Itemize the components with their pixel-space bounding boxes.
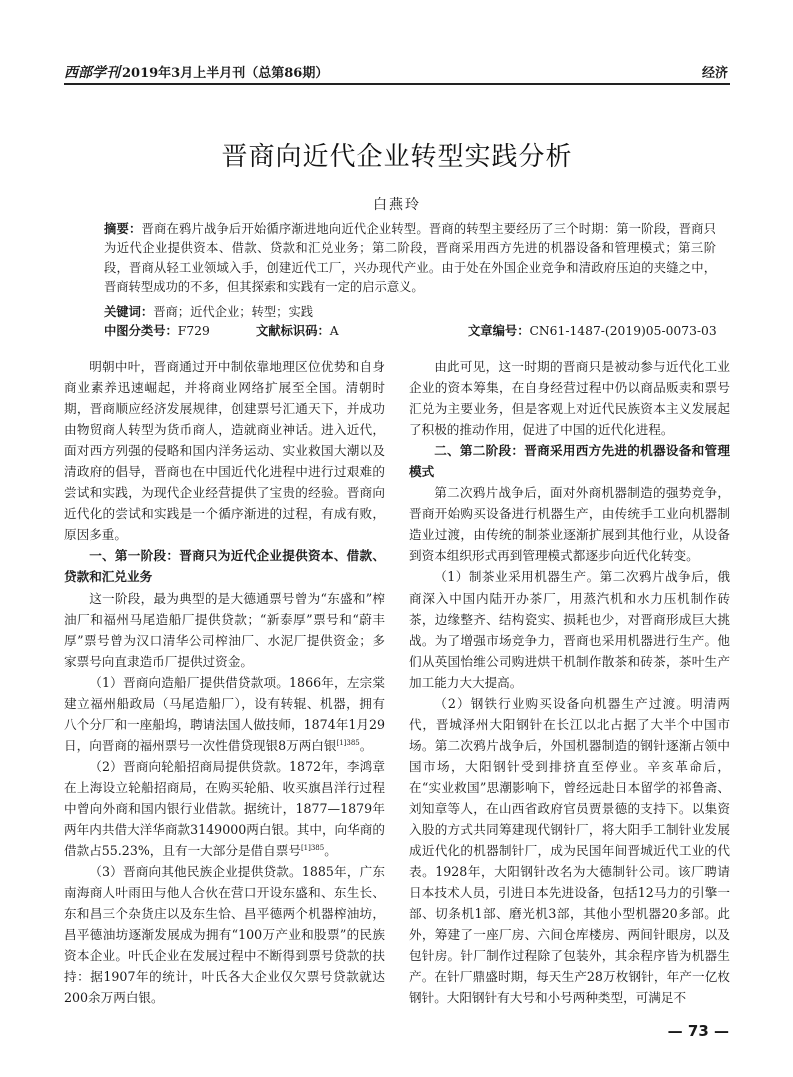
article-no-label: 文章编号：	[468, 324, 530, 338]
paragraph: （3）晋商向其他民族企业提供贷款。1885年，广东南海商人叶雨田与他人合伙在营口开设东盛和、东生长、东和昌三个杂货庄以及东生恰、昌平德两个机器榨油坊，昌平德油坊逐渐发展成为拥有“100万产业和股票”的民族资本企业。叶氏企业在发展过程中不断得到票号贷款的扶持：据1907年的统计，叶氏各大企业仅欠票号贷款就达200余万两白银。	[64, 864, 385, 1006]
right-column	[409, 356, 730, 1008]
keywords	[104, 303, 716, 322]
article-author: 白燕玲	[373, 197, 421, 213]
doc-label: 文献标识码：	[256, 324, 330, 338]
section-label: 经济	[701, 66, 728, 81]
journal-name: 西部学刊	[64, 65, 120, 81]
paragraph: （1）制茶业采用机器生产。第二次鸦片战争后，俄商深入中国内陆开办茶厂，用蒸汽机和水力压机制作砖茶，边缘整齐、结构瓷实、损耗也少，对晋商形成巨大挑战。为了增强市场竞争力，晋商也采用机器进行生产。他们从英国怡维公司购进烘干机制作散茶和砖茶，茶叶生产加工能力大大提高。	[409, 569, 730, 690]
section-heading-1: 一、第一阶段：晋商只为近代企业提供资本、借款、贷款和汇兑业务	[64, 548, 385, 585]
header-rule	[64, 83, 730, 85]
keywords-label: 关键词：	[104, 305, 154, 319]
citation-ref: [1]385	[336, 738, 360, 747]
journal-info	[64, 62, 328, 82]
abstract-label: 摘要：	[104, 222, 142, 236]
section-heading-2: 二、第二阶段：晋商采用西方先进的机器设备和管理模式	[409, 443, 730, 480]
abstract	[104, 220, 716, 297]
citation-ref: [1]385	[300, 843, 325, 852]
paragraph: 由此可见，这一时期的晋商只是被动参与近代化工业企业的资本筹集，在自身经营过程中仍以商品贩卖和票号汇兑为主要业务，但是客观上对近代民族资本主义发展起了积极的推动作用，促进了中国的近代化进程。	[409, 359, 730, 438]
paragraph-text: （1）晋商向造船厂提供借贷款项。1866年，左宗棠建立福州船政局（马尾造船厂），设有转辊、机器，拥有八个分厂和一座船坞，聘请法国人做技师，1874年1月29日，向晋商的福州票号一次性借贷现银8万两白银	[64, 674, 385, 753]
article-title: 晋商向近代企业转型实践分析	[221, 142, 573, 172]
paragraph	[64, 756, 385, 861]
paragraph: 第二次鸦片战争后，面对外商机器制造的强势竞争，晋商开始购买设备进行机器生产，由传统手工业向机器制造业过渡，由传统的制茶业逐渐扩展到其他行业，从设备到资本组织形式再到管理模式都逐步向近代化转变。	[409, 485, 730, 564]
document-code	[256, 322, 339, 341]
keywords-text: 晋商；近代企业；转型；实践	[153, 305, 314, 319]
running-header	[64, 60, 730, 82]
clc-label: 中图分类号：	[104, 324, 178, 338]
paragraph-text: （2）晋商向轮船招商局提供贷款。1872年，李鸿章在上海设立轮船招商局，在购买轮船、收买旗昌洋行过程中曾向外商和国内银行业借款。据统计，1877—1879年两年内共借大洋华商款3149000两白银。其中，向华商的借款占55.23%，且有一大部分是借自票号	[64, 758, 385, 859]
left-column	[64, 356, 385, 1008]
paragraph: 这一阶段，最为典型的是大德通票号曾为“东盛和”榨油厂和福州马尾造船厂提供贷款；“新泰厚”票号和“蔚丰厚”票号曾为汉口清华公司榨油厂、水泥厂提供资金；多家票号向直隶造币厂提供过资金。	[64, 590, 385, 669]
paragraph-end: 。	[324, 843, 337, 859]
clc-code	[104, 322, 210, 341]
abstract-text: 晋商在鸦片战争后开始循序渐进地向近代企业转型。晋商的转型主要经历了三个时期：第一阶段，晋商只为近代企业提供资本、借款、贷款和汇兑业务；第二阶段，晋商采用西方先进的机器设备和管理模式；第三阶段，晋商从轻工业领域入手，创建近代工厂，兴办现代产业。由于处在外国企业竞争和清政府压迫的夹缝之中，晋商转型成功的不多，但其探索和实践有一定的启示意义。	[104, 222, 716, 294]
page-number: — 73 —	[667, 1022, 729, 1040]
journal-issue: 2019年3月上半月刊（总第86期）	[122, 66, 329, 81]
doc-value: A	[329, 324, 339, 338]
clc-value: F729	[177, 324, 210, 338]
article-number	[468, 322, 717, 341]
paragraph	[64, 672, 385, 756]
article-no-value: CN61-1487-(2019)05-0073-03	[529, 324, 717, 338]
paragraph: （2）钢铁行业购买设备向机器生产过渡。明清两代，晋城泽州大阳钢针在长江以北占据了大半个中国市场。第二次鸦片战争后，外国机器制造的钢针逐渐占领中国市场，大阳钢针受到排挤直至停业。辛亥革命后，在“实业救国”思潮影响下，曾经远赴日本留学的祁鲁斋、刘知章等人，在山西省政府官员贾景德的支持下。以集资入股的方式共同筹建现代钢针厂，将大阳手工制针业发展成近代化的机器制针厂，成为民国年间晋城近代工业的代表。1928年，大阳钢针改名为大德制针公司。该厂聘请日本技术人员，引进日本先进设备，包括12马力的引擎一部、切条机1部、磨光机3部，其他小型机器20多部。此外，筹建了一座厂房、六间仓库楼房、两间针眼房，以及包针房。针厂制作过程除了包装外，其余程序皆为机器生产。在针厂鼎盛时期，每天生产28万枚钢针，年产一亿枚钢针。大阳钢针有大号和小号两种类型，可满足不	[409, 695, 730, 1006]
paragraph: 明朝中叶，晋商通过开中制依靠地理区位优势和自身商业素养迅速崛起，并将商业网络扩展至全国。清朝时期，晋商顺应经济发展规律，创建票号汇通天下，并成功由物贸商人转型为货币商人，造就商业神话。进入近代，面对西方列强的侵略和国内洋务运动、实业救国大潮以及清政府的倡导，晋商也在中国近代化进程中进行过艰难的尝试和实践，为现代企业经营提供了宝贵的经验。晋商向近代化的尝试和实践是一个循序渐进的过程，有成有败，原因多重。	[64, 359, 385, 543]
paragraph-end: 。	[359, 737, 373, 753]
